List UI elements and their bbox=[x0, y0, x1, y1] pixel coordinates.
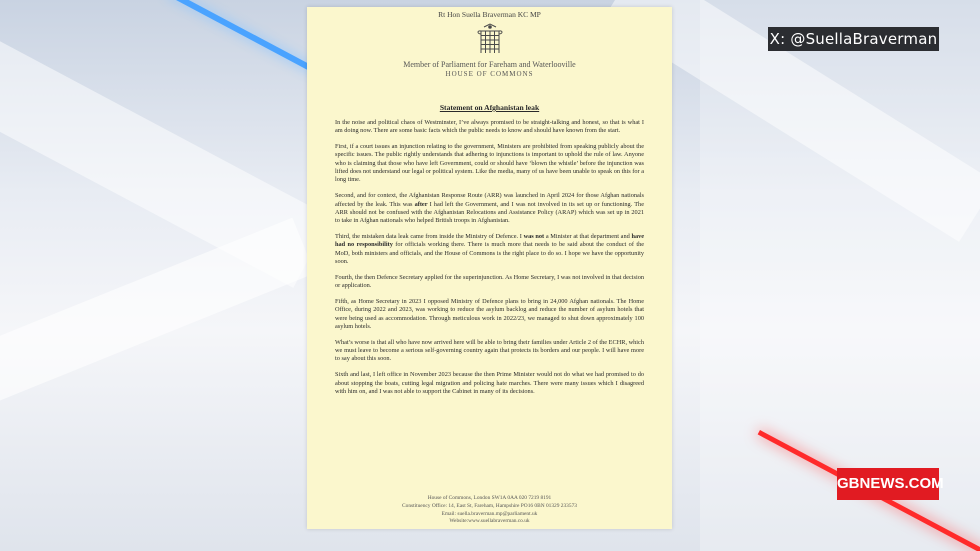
house-of-commons-label: HOUSE OF COMMONS bbox=[445, 70, 534, 78]
statement-letter bbox=[307, 7, 672, 529]
sender-name: Rt Hon Suella Braverman KC MP bbox=[438, 10, 541, 19]
footer-line: House of Commons, London SW1A 0AA 020 7219 8191 bbox=[427, 495, 552, 501]
background-band bbox=[0, 218, 315, 416]
paragraph-4: Third, the mistaken data leak came from inside the Ministry of Defence. I was not a Minister at that department and have had no responsibility for officials working there. There is much more that needs to be said about the conduct of the MoD, both ministers and officials, and the House of Commons is the right place to do so. I hope we have the opportunity soon. bbox=[335, 233, 645, 265]
paragraph-7: What’s worse is that all who have now arrived here will be able to bring their families under Article 2 of the ECHR, which we must leave to become a serious self-governing country again that protects its borders and our people. I will have more to say about this soon. bbox=[335, 338, 644, 363]
paragraph-6: Fifth, as Home Secretary in 2023 I opposed Ministry of Defence plans to bring in 24,000 Afghan nationals. The Home Office, during 2022 and 2023, was working to reduce the asylum backlog and reduce the number of asylum hotels that were being used as accommodation. Through meticulous work in 2022/23, we managed to shut down approximately 100 asylum hotels. bbox=[335, 298, 644, 330]
footer-line: Constituency Office: 14, East St, Fareham, Hampshire PO16 0BN 01329 233573 bbox=[402, 502, 577, 509]
portcullis-crest-icon bbox=[475, 23, 505, 57]
x-handle-caption: X: @SuellaBraverman bbox=[768, 27, 939, 51]
footer-line: Email: suella.braverman.mp@parliament.uk bbox=[441, 510, 538, 517]
letter-footer bbox=[307, 495, 672, 526]
gbnews-logo: GBNEWS.COM bbox=[837, 468, 939, 500]
footer-line: Website:www.suellabraverman.co.uk bbox=[449, 518, 530, 525]
paragraph-2: First, if a court issues an injunction relating to the government, Ministers are prohibited from speaking publicly about the specific issues. The public rightly understands that adhering to injunctions is important to uphold the rule of law. Anyone who is claiming that those who have left Government, could or should have ‘blown the whistle’ before the injunction was lifted does not understand our legal or political system. Like the media, many of us have been unable to speak on this for a long time. bbox=[335, 143, 644, 184]
paragraph-1: In the noise and political chaos of Westminster, I’ve always promised to be straight-talking and honest, so that is what I am doing now. There are some basic facts which the public needs to know and should have known from the start. bbox=[335, 119, 644, 135]
paragraph-3: Second, and for context, the Afghanistan Response Route (ARR) was launched in April 2024 for those Afghan nationals affected by the leak. This was after I had left the Government, and I was not involved in its set up or functioning. The ARR should not be confused with the Afghanistan Relocations and Assistance Policy (ARAP) which was set up in 2021 to take in Afghan nationals who helped British troops in Afghanistan. bbox=[335, 192, 644, 225]
member-line: Member of Parliament for Fareham and Waterlooville bbox=[403, 60, 576, 69]
paragraph-5: Fourth, the then Defence Secretary applied for the superinjunction. As Home Secretary, I was not involved in that decision or application. bbox=[335, 273, 644, 290]
paragraph-8: Sixth and last, I left office in November 2023 because the then Prime Minister would not do what we had promised to do about stopping the boats, cutting legal migration and policing hate marches. There were many issues which I disagreed with him on, and I was not able to support the Cabinet in many of its decisions. bbox=[335, 371, 644, 395]
statement-title: Statement on Afghanistan leak bbox=[439, 103, 540, 112]
